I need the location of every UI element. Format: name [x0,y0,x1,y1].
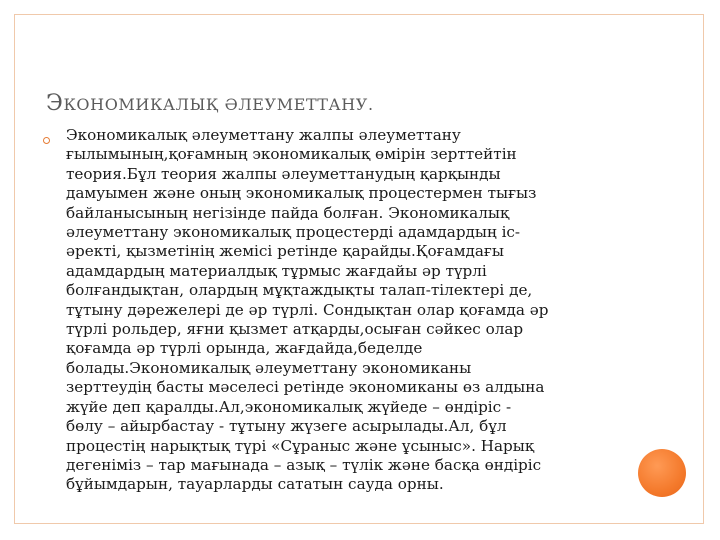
body-line: теория.Бұл теория жалпы әлеуметтанудың қарқынды [66,164,501,183]
body-line: әректі, қызметінің жемісі ретінде қарайды.Қоғамдағы [66,242,504,261]
body-line: әлеуметтану экономикалық процестерді адамдардың іс- [66,223,521,242]
body-line: түрлі рольдер, яғни қызмет атқарды,осыған сәйкес олар [66,320,524,339]
body-paragraph [66,126,628,495]
body-line: бөлу – айырбастау - тұтыну жүзеге асырылады.Ал, бұл [66,417,507,436]
title-rest: КОНОМИКАЛЫҚ ӘЛЕУМЕТТАНУ. [63,95,374,114]
body-line: Экономикалық әлеуметтану жалпы әлеуметтану [66,126,461,144]
body-line: адамдардың материалдық тұрмыс жағдайы әр түрлі [66,261,487,280]
body-line: болғандықтан, олардың мұқтаждықты талап-тілектері де, [66,281,533,300]
body-line: болады.Экономикалық әлеуметтану экономиканы [66,358,472,377]
body-line: дамуымен және оның экономикалық процестермен тығыз [66,184,537,203]
slide-title [46,80,374,118]
body-line: қоғамда әр түрлі орында, жағдайда,беделде [66,339,423,358]
title-first-letter: Э [46,91,64,116]
bullet-circle-icon [43,137,50,144]
body-line: байланысының негізінде пайда болған. Экономикалық [66,203,510,222]
body-line: зерттеудің басты мәселесі ретінде экономиканы өз алдына [66,378,545,397]
body-line: процестің нарықтық түрі «Сұраныс және ұсыныс». Нарық [66,436,535,455]
body-line: жүйе деп қаралды.Ал,экономикалық жүйеде – өндіріс - [66,397,512,416]
body-line: тұтыну дәрежелері де әр түрлі. Сондықтан олар қоғамда әр [66,300,549,319]
body-line: дегеніміз – тар мағынада – азық – түлік және басқа өндіріс [66,455,542,474]
body-line: бұйымдарын, тауарларды сататын сауда орны. [66,475,444,494]
decorative-orange-circle [638,449,686,497]
body-line: ғылымының,қоғамның экономикалық өмірін зерттейтін [66,145,517,164]
